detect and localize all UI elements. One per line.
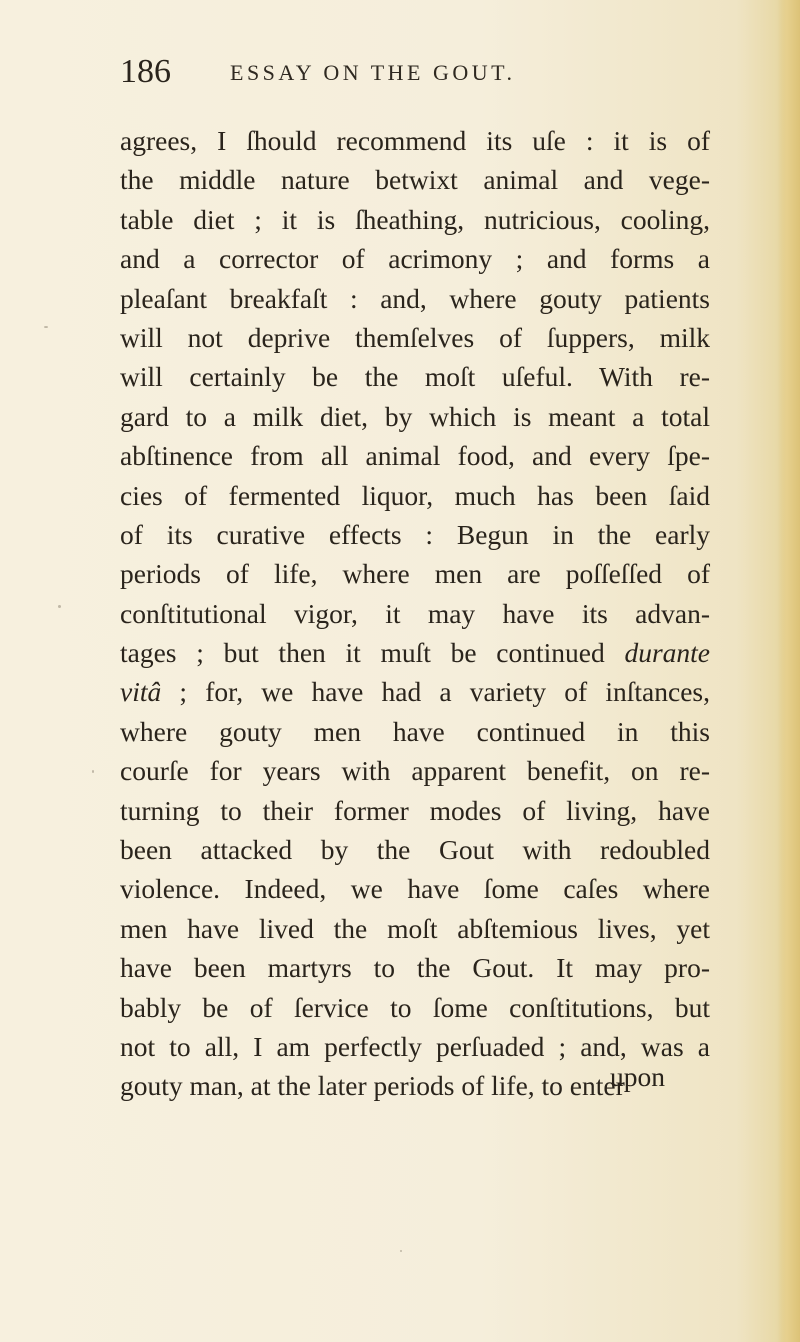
text-line: periods of life, where men are poſſeſſed of bbox=[120, 558, 710, 590]
text-line: where gouty men have continued in this bbox=[120, 715, 710, 747]
text-line: cies of fermented liquor, much has been ſaid bbox=[120, 479, 710, 511]
text-line: gouty man, at the later periods of life, to enter bbox=[120, 1070, 625, 1102]
page-edge-shadow bbox=[778, 0, 800, 1342]
paper-speck bbox=[58, 605, 61, 608]
text-line: will certainly be the moſt uſeful. With re- bbox=[120, 361, 710, 393]
body-text bbox=[120, 121, 710, 1106]
text-line: conſtitutional vigor, it may have its advan- bbox=[120, 597, 710, 629]
italic-phrase: durante bbox=[624, 637, 710, 669]
text-line: bably be of ſervice to ſome conſtitutions, but bbox=[120, 991, 710, 1023]
text-line: will not deprive themſelves of ſuppers, milk bbox=[120, 321, 710, 353]
paper-speck bbox=[400, 1250, 402, 1252]
text-line: agrees, I ſhould recommend its uſe : it is of bbox=[120, 125, 710, 156]
text-line: pleaſant breakfaſt : and, where gouty patients bbox=[120, 282, 710, 314]
italic-phrase: vitâ bbox=[120, 676, 162, 708]
page-header bbox=[120, 52, 680, 92]
text-line: courſe for years with apparent benefit, on re- bbox=[120, 755, 710, 787]
paper-speck bbox=[44, 326, 48, 328]
text-line: violence. Indeed, we have ſome caſes where bbox=[120, 873, 710, 905]
catchword: upon bbox=[610, 1061, 665, 1092]
page-number: 186 bbox=[120, 53, 171, 90]
text-line: abſtinence from all animal food, and every ſpe- bbox=[120, 440, 710, 472]
text-line: tages ; but then it muſt be continued durante bbox=[120, 637, 710, 669]
text-line: gard to a milk diet, by which is meant a total bbox=[120, 400, 710, 432]
running-title: ESSAY ON THE GOUT. bbox=[230, 60, 516, 85]
text-line: the middle nature betwixt animal and vege- bbox=[120, 164, 710, 196]
text-line: table diet ; it is ſheathing, nutricious, cooling, bbox=[120, 203, 710, 235]
paper-speck bbox=[92, 770, 94, 773]
text-line: have been martyrs to the Gout. It may pro- bbox=[120, 952, 710, 984]
text-line: turning to their former modes of living, have bbox=[120, 794, 710, 826]
text-line: of its curative effects : Begun in the early bbox=[120, 518, 710, 550]
text-line: vitâ ; for, we have had a variety of inſtances, bbox=[120, 676, 710, 708]
text-line: and a corrector of acrimony ; and forms a bbox=[120, 243, 710, 275]
text-line: not to all, I am perfectly perſuaded ; and, was a bbox=[120, 1030, 710, 1062]
text-line: men have lived the moſt abſtemious lives, yet bbox=[120, 912, 710, 944]
text-line: been attacked by the Gout with redoubled bbox=[120, 834, 710, 866]
